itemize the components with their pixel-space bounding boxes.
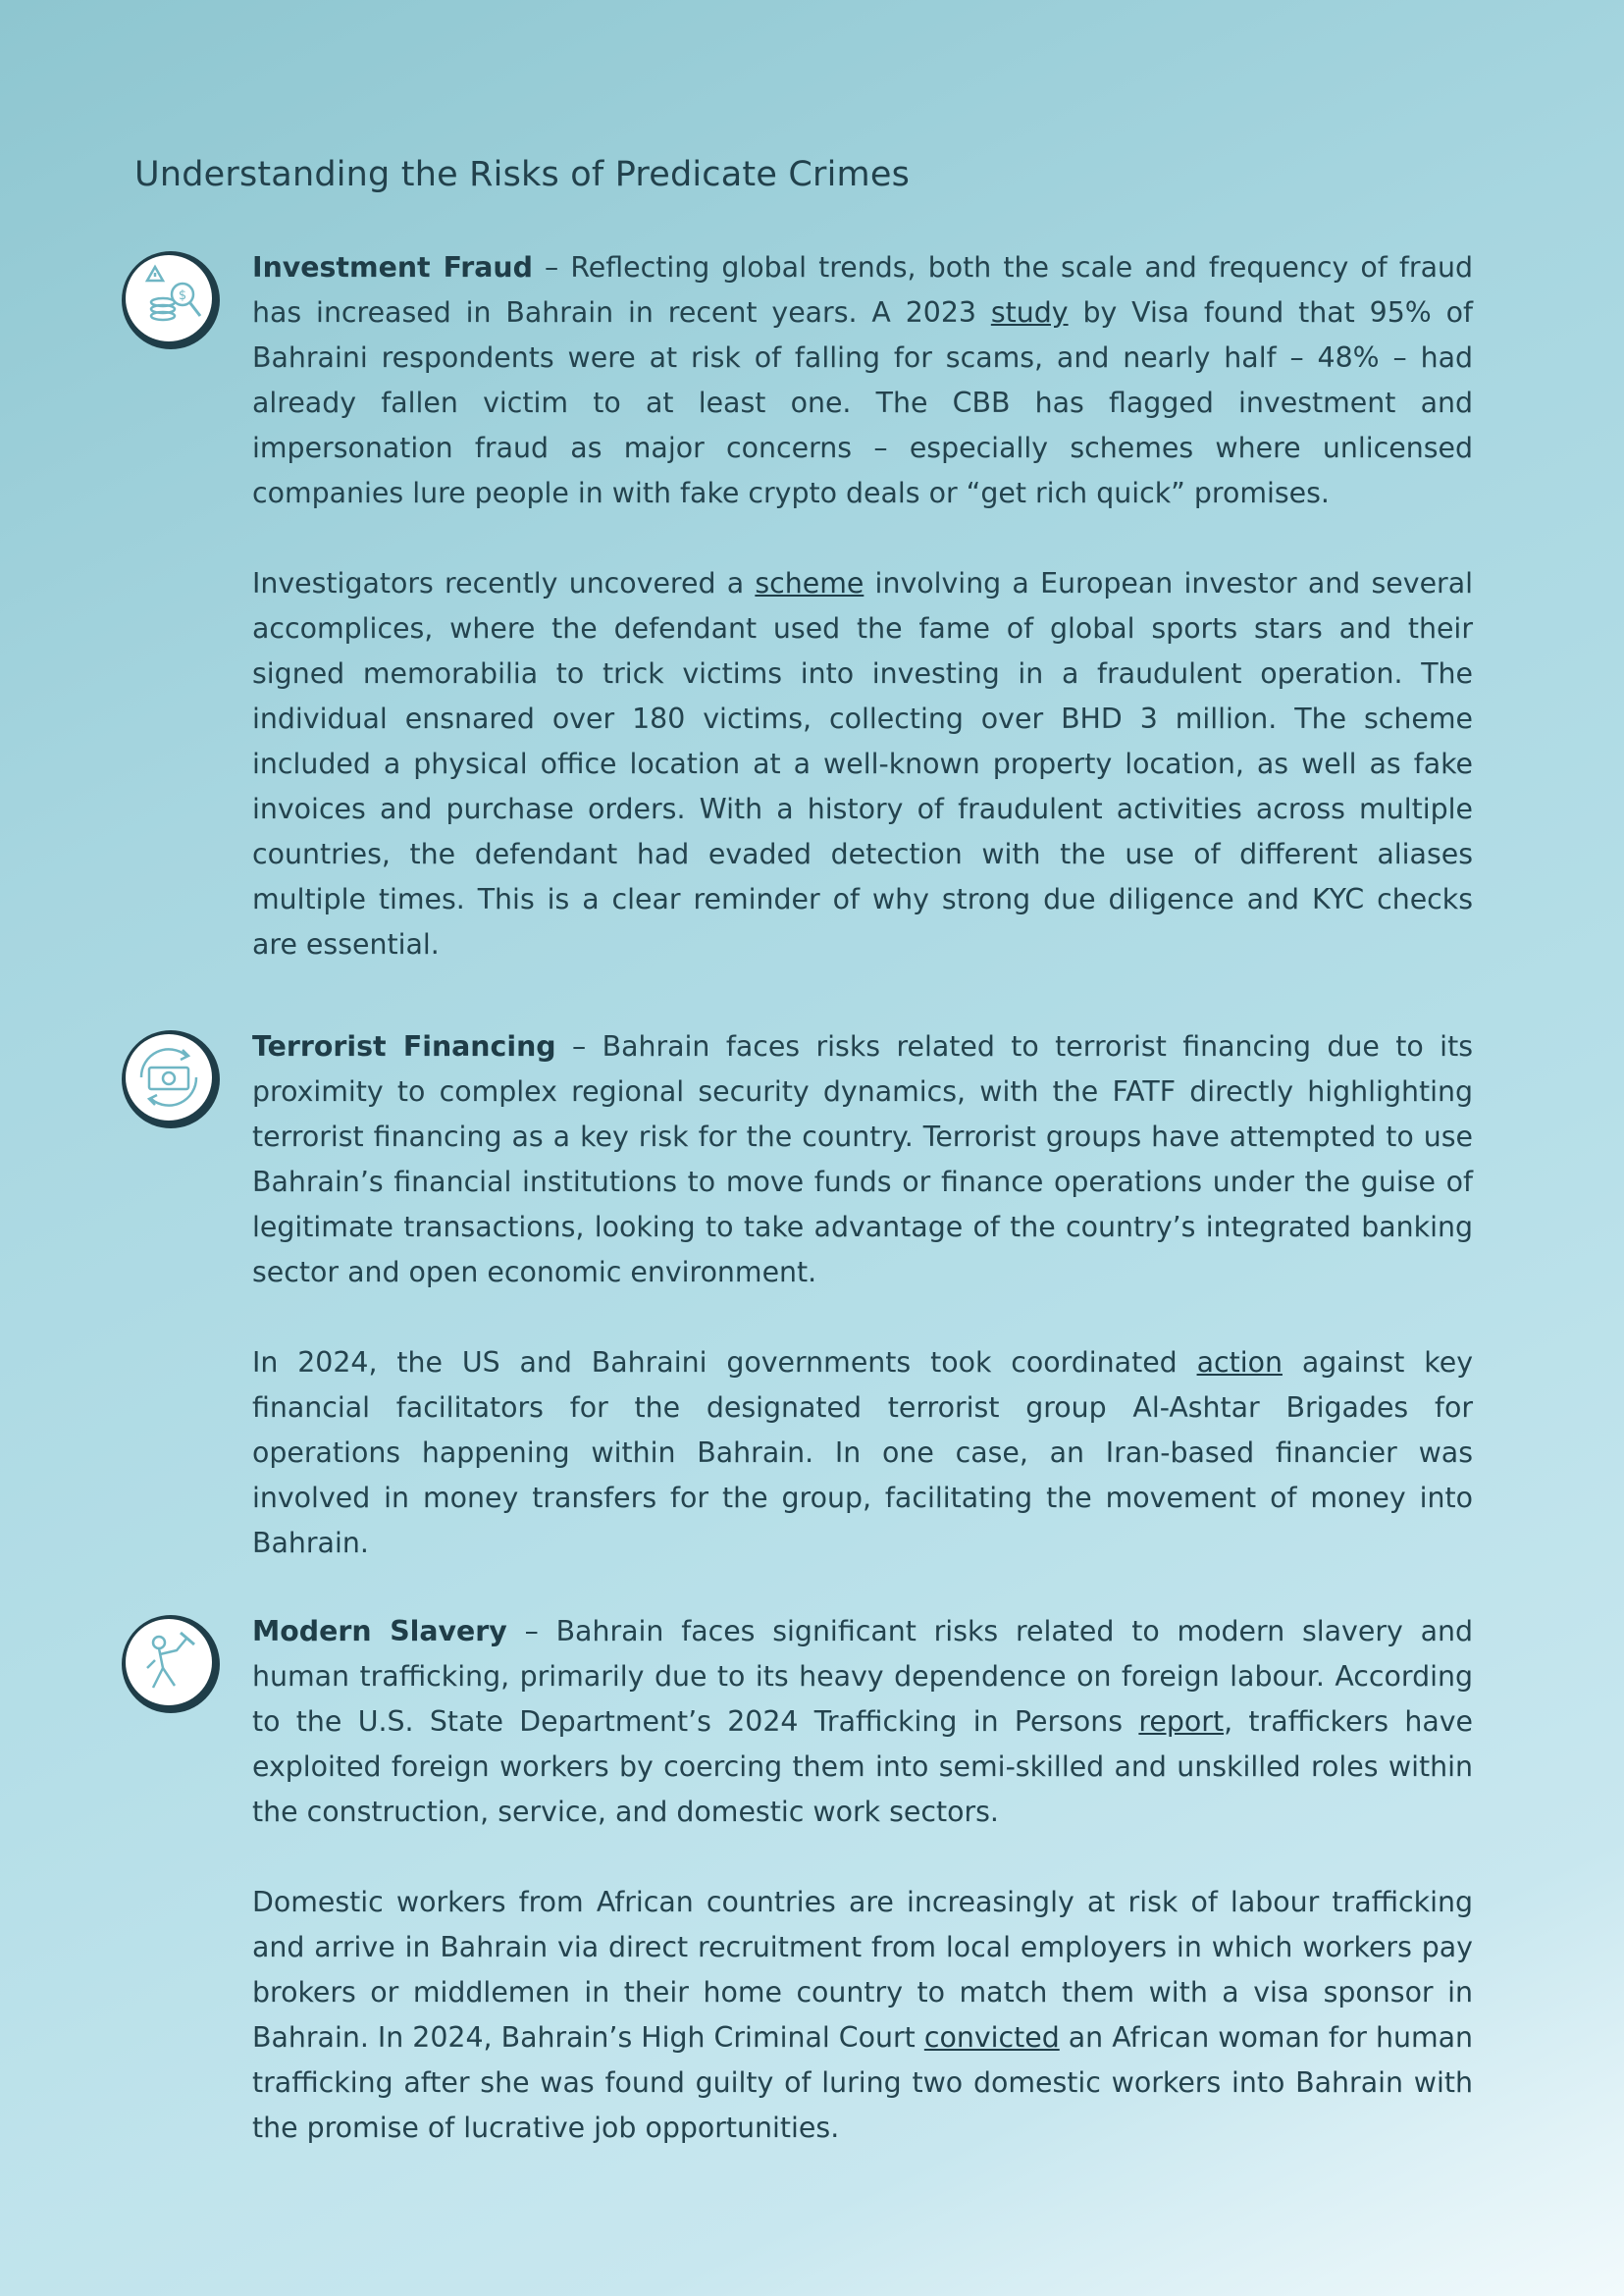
scheme-link[interactable]: scheme: [755, 567, 864, 600]
paragraph: [252, 1024, 1473, 1295]
svg-text:$: $: [178, 288, 187, 303]
investment-fraud-icon: [118, 247, 224, 353]
text-span: Investigators recently uncovered a: [252, 567, 756, 600]
text-span: by Visa found that 95% of Bahraini respondents were at risk of falling for scams, and nearly half – 48% – had already fallen victim to at least one. The CBB has flagged investment and impersonation fraud as major concerns – especially schemes where unlicensed companies lure people in with fake crypto deals or “get rich quick” promises.: [252, 296, 1473, 509]
action-link[interactable]: action: [1196, 1346, 1283, 1379]
terrorist-financing-icon: [118, 1026, 224, 1132]
study-link[interactable]: study: [990, 296, 1069, 329]
text-span: involving a European investor and several accomplices, where the defendant used the fame of global sports stars and their signed memorabilia to trick victims into investing in a fraudulent operation. The individual ensnared over 180 victims, collecting over BHD 3 million. The scheme included a physical office location at a well-known property location, as well as fake invoices and purchase orders. With a history of fraudulent activities across multiple countries, the defendant had evaded detection with the use of different aliases multiple times. This is a clear reminder of why strong due diligence and KYC checks are essential.: [252, 567, 1473, 961]
paragraph: [252, 245, 1473, 516]
section-investment-fraud: [118, 245, 1474, 967]
text-span: In 2024, the US and Bahraini governments took coordinated: [252, 1346, 1197, 1379]
text-span: against key financial facilitators for the designated terrorist group Al-Ashtar Brigades for operations happening within Bahrain. In one case, an Iran-based financier was involved in money transfers for the group, facilitating the movement of money into Bahrain.: [252, 1346, 1473, 1559]
section-modern-slavery: [118, 1609, 1474, 2151]
term-terrorist-financing: Terrorist Financing: [252, 1030, 556, 1063]
convicted-link[interactable]: convicted: [923, 2021, 1060, 2054]
paragraph: [252, 1340, 1473, 1566]
modern-slavery-icon: [118, 1611, 224, 1717]
paragraph: [252, 1880, 1473, 2151]
term-modern-slavery: Modern Slavery: [252, 1615, 507, 1647]
text-span: – Bahrain faces risks related to terrorist financing due to its proximity to complex regional security dynamics, with the FATF directly highlighting terrorist financing as a key risk for the country. Terrorist groups have attempted to use Bahrain’s financial institutions to move funds or finance operations under the guise of legitimate transactions, looking to take advantage of the country’s integrated banking sector and open economic environment.: [252, 1030, 1473, 1288]
report-link[interactable]: report: [1138, 1705, 1225, 1738]
text-span: an African woman for human trafficking after she was found guilty of luring two domestic workers into Bahrain with the promise of lucrative job opportunities.: [252, 2021, 1474, 2144]
paragraph: [252, 561, 1473, 967]
text-span: – Bahrain faces significant risks related to modern slavery and human trafficking, primarily due to its heavy dependence on foreign labour. According to the U.S. State Department’s 2024 Trafficking in Persons: [252, 1615, 1473, 1738]
text-span: , traffickers have exploited foreign workers by coercing them into semi-skilled and unskilled roles within the construction, service, and domestic work sectors.: [252, 1705, 1473, 1828]
paragraph: [252, 1609, 1473, 1835]
term-investment-fraud: Investment Fraud: [252, 251, 533, 284]
text-span: – Reflecting global trends, both the scale and frequency of fraud has increased in Bahrain in recent years. A 2023: [252, 251, 1473, 329]
page-title: Understanding the Risks of Predicate Crimes: [134, 155, 910, 194]
text-span: Domestic workers from African countries are increasingly at risk of labour trafficking and arrive in Bahrain via direct recruitment from local employers in which workers pay brokers or middlemen in their home country to match them with a visa sponsor in Bahrain. In 2024, Bahrain’s High Criminal Court: [252, 1886, 1473, 2054]
section-terrorist-financing: [118, 1024, 1474, 1566]
